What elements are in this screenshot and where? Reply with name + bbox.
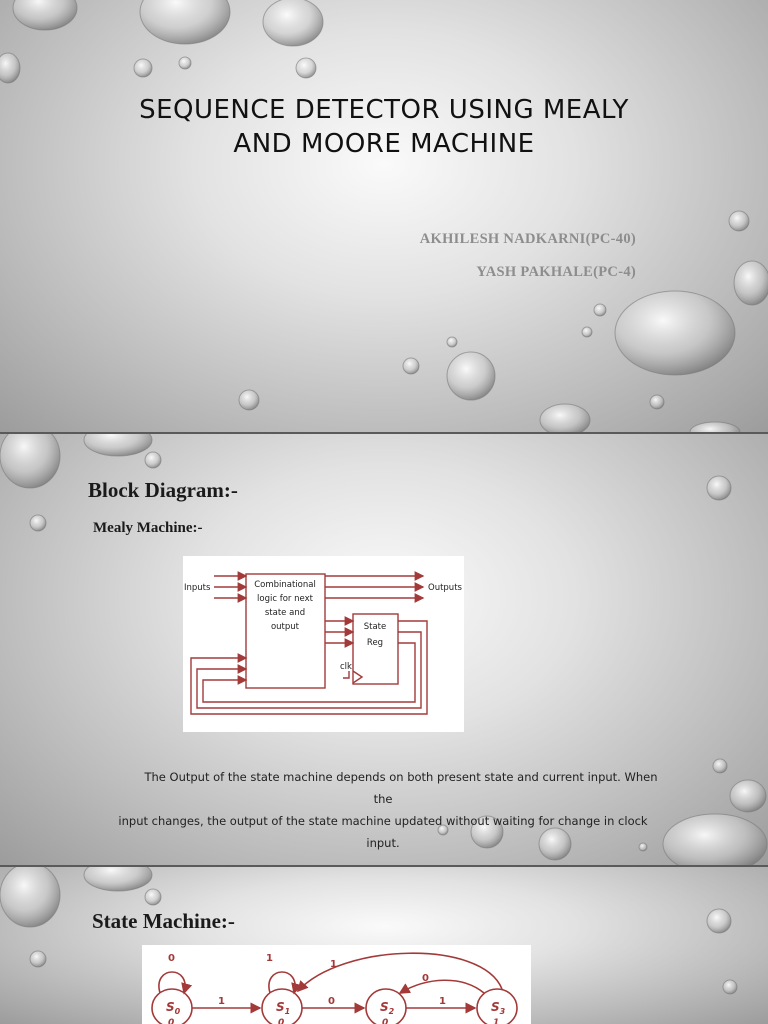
state-s3-name: $S_3$	[491, 1000, 506, 1016]
author-2: YASH PAKHALE(PC-4)	[476, 264, 636, 280]
state-s2-output: 0	[382, 1018, 389, 1024]
block-diagram-slide	[0, 434, 768, 865]
description-line-1: The Output of the state machine depends on both present state and current input. When the	[144, 770, 658, 806]
mealy-block-diagram	[183, 556, 464, 732]
mealy-machine-heading: Mealy Machine:-	[93, 520, 203, 536]
outputs-label: Outputs	[428, 583, 462, 593]
state-s0-output: 0	[168, 1018, 175, 1024]
comb-label-line-2: logic for next	[257, 594, 313, 604]
presentation-title	[0, 93, 768, 161]
label-s0-self: 0	[168, 953, 175, 964]
state-machine-heading: State Machine:-	[92, 909, 235, 933]
label-s3-s1: 1	[330, 959, 337, 970]
edge-s1-self	[269, 972, 295, 993]
label-s3-s2: 0	[422, 973, 429, 984]
edge-s0-self	[159, 972, 185, 993]
label-s2-s3: 1	[439, 996, 446, 1007]
mealy-description	[100, 766, 666, 854]
state-s2-name: $S_2$	[380, 1000, 395, 1016]
inputs-label: Inputs	[184, 583, 211, 593]
title-slide	[0, 0, 768, 432]
label-s1-self: 1	[266, 953, 273, 964]
reg-label-line-1: State	[363, 622, 387, 632]
state-s1-name: $S_1$	[276, 1000, 291, 1016]
state-machine-slide	[0, 867, 768, 1024]
title-line-1: SEQUENCE DETECTOR USING MEALY	[139, 95, 629, 125]
edge-s3-s2	[400, 980, 484, 993]
label-s1-s2: 0	[328, 996, 335, 1007]
author-1: AKHILESH NADKARNI(PC-40)	[419, 231, 636, 247]
comb-label-line-3: state and	[264, 608, 306, 618]
comb-label-line-1: Combinational	[254, 580, 316, 590]
comb-label-line-4: output	[270, 622, 300, 632]
state-s0-name: $S_0$	[166, 1000, 181, 1016]
reg-label-line-2: Reg	[366, 638, 384, 648]
state-s1-output: 0	[278, 1018, 285, 1024]
clk-label: clk	[340, 662, 352, 672]
water-drops-decoration	[0, 0, 768, 432]
block-diagram-svg	[183, 556, 464, 732]
state-diagram-svg	[142, 945, 531, 1024]
title-line-2: AND MOORE MACHINE	[233, 129, 535, 159]
state-diagram	[142, 945, 531, 1024]
block-diagram-heading: Block Diagram:-	[88, 478, 238, 502]
state-s3-output: 1	[493, 1018, 500, 1024]
description-line-2: input changes, the output of the state machine updated without waiting for change in clock input.	[118, 814, 648, 850]
label-s0-s1: 1	[218, 996, 225, 1007]
